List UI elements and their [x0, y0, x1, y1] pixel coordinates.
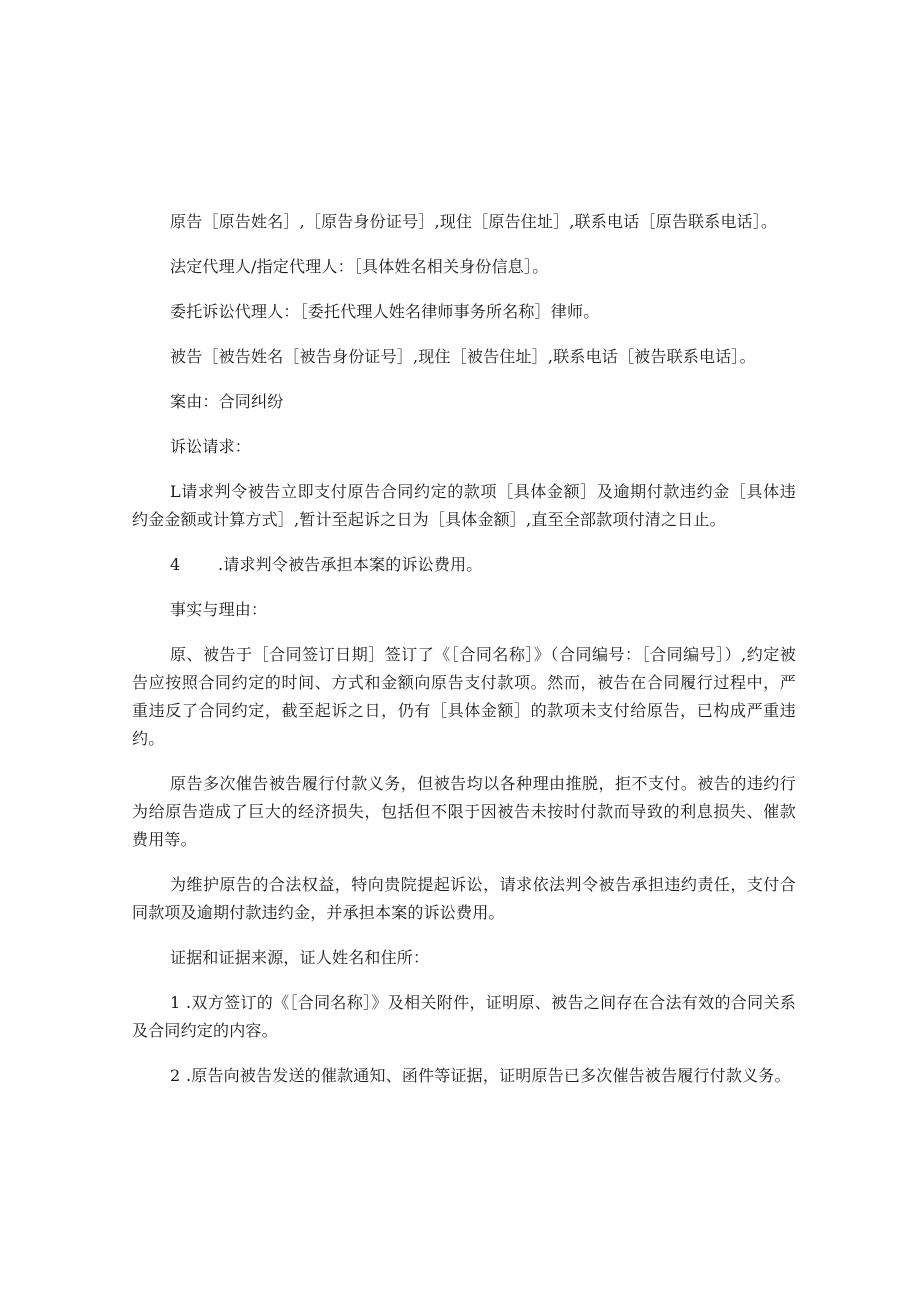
facts-paragraph: 原告多次催告被告履行付款义务，但被告均以各种理由推脱，拒不支付。被告的违约行为给原告造成了巨大的经济损失，包括但不限于因被告未按时付款而导致的利息损失、催款费用等。: [132, 774, 796, 849]
evidence-item-2: [132, 1062, 796, 1090]
defendant-paragraph: 被告［被告姓名［被告身份证号］,现住［被告住址］,联系电话［被告联系电话］。: [170, 347, 756, 366]
evidence-heading: 证据和证据来源，证人姓名和住所：: [170, 948, 430, 967]
claim-item-1: L请求判令被告立即支付原告合同约定的款项［具体金额］及逾期付款违约金［具体违约金金额或计算方式］,暂计至起诉之日为［具体金额］,直至全部款项付清之日止。: [132, 482, 796, 529]
claim-item-2-text: .请求判令被告承担本案的诉讼费用。: [218, 555, 483, 574]
evidence-item-1: [132, 989, 796, 1045]
claim-item-2: [132, 551, 796, 579]
claim-item-2-number: 4: [170, 555, 181, 574]
entrusted-agent-paragraph: 委托诉讼代理人：［委托代理人姓名律师事务所名称］律师。: [170, 302, 600, 321]
legal-representative-paragraph: 法定代理人/指定代理人：［具体姓名相关身份信息］。: [170, 257, 549, 276]
document-body: [132, 208, 796, 1107]
evidence-item-1-text: .双方签订的《［合同名称］》及相关附件，证明原、被告之间存在合法有效的合同关系及合同约定的内容。: [132, 993, 796, 1040]
evidence-item-2-number: 2: [170, 1066, 181, 1085]
facts-heading: 事实与理由：: [170, 600, 268, 619]
facts-paragraph: 为维护原告的合法权益，特向贵院提起诉讼，请求依法判令被告承担违约责任，支付合同款项及逾期付款违约金，并承担本案的诉讼费用。: [132, 875, 796, 922]
plaintiff-paragraph: 原告［原告姓名］,［原告身份证号］,现住［原告住址］,联系电话［原告联系电话］。: [170, 212, 778, 231]
evidence-item-2-text: .原告向被告发送的催款通知、函件等证据，证明原告已多次催告被告履行付款义务。: [186, 1066, 791, 1085]
facts-paragraph: 原、被告于［合同签订日期］签订了《［合同名称］》（合同编号：［合同编号］）,约定被告应按照合同约定的时间、方式和金额向原告支付款项。然而，被告在合同履行过程中，严重违反了合同约定，截至起诉之日，仍有［具体金额］的款项未支付给原告，已构成严重违约。: [132, 645, 796, 748]
evidence-item-1-number: 1: [170, 993, 181, 1012]
cause-of-action: 案由：合同纠纷: [170, 392, 284, 411]
claims-heading: 诉讼请求：: [170, 437, 252, 456]
